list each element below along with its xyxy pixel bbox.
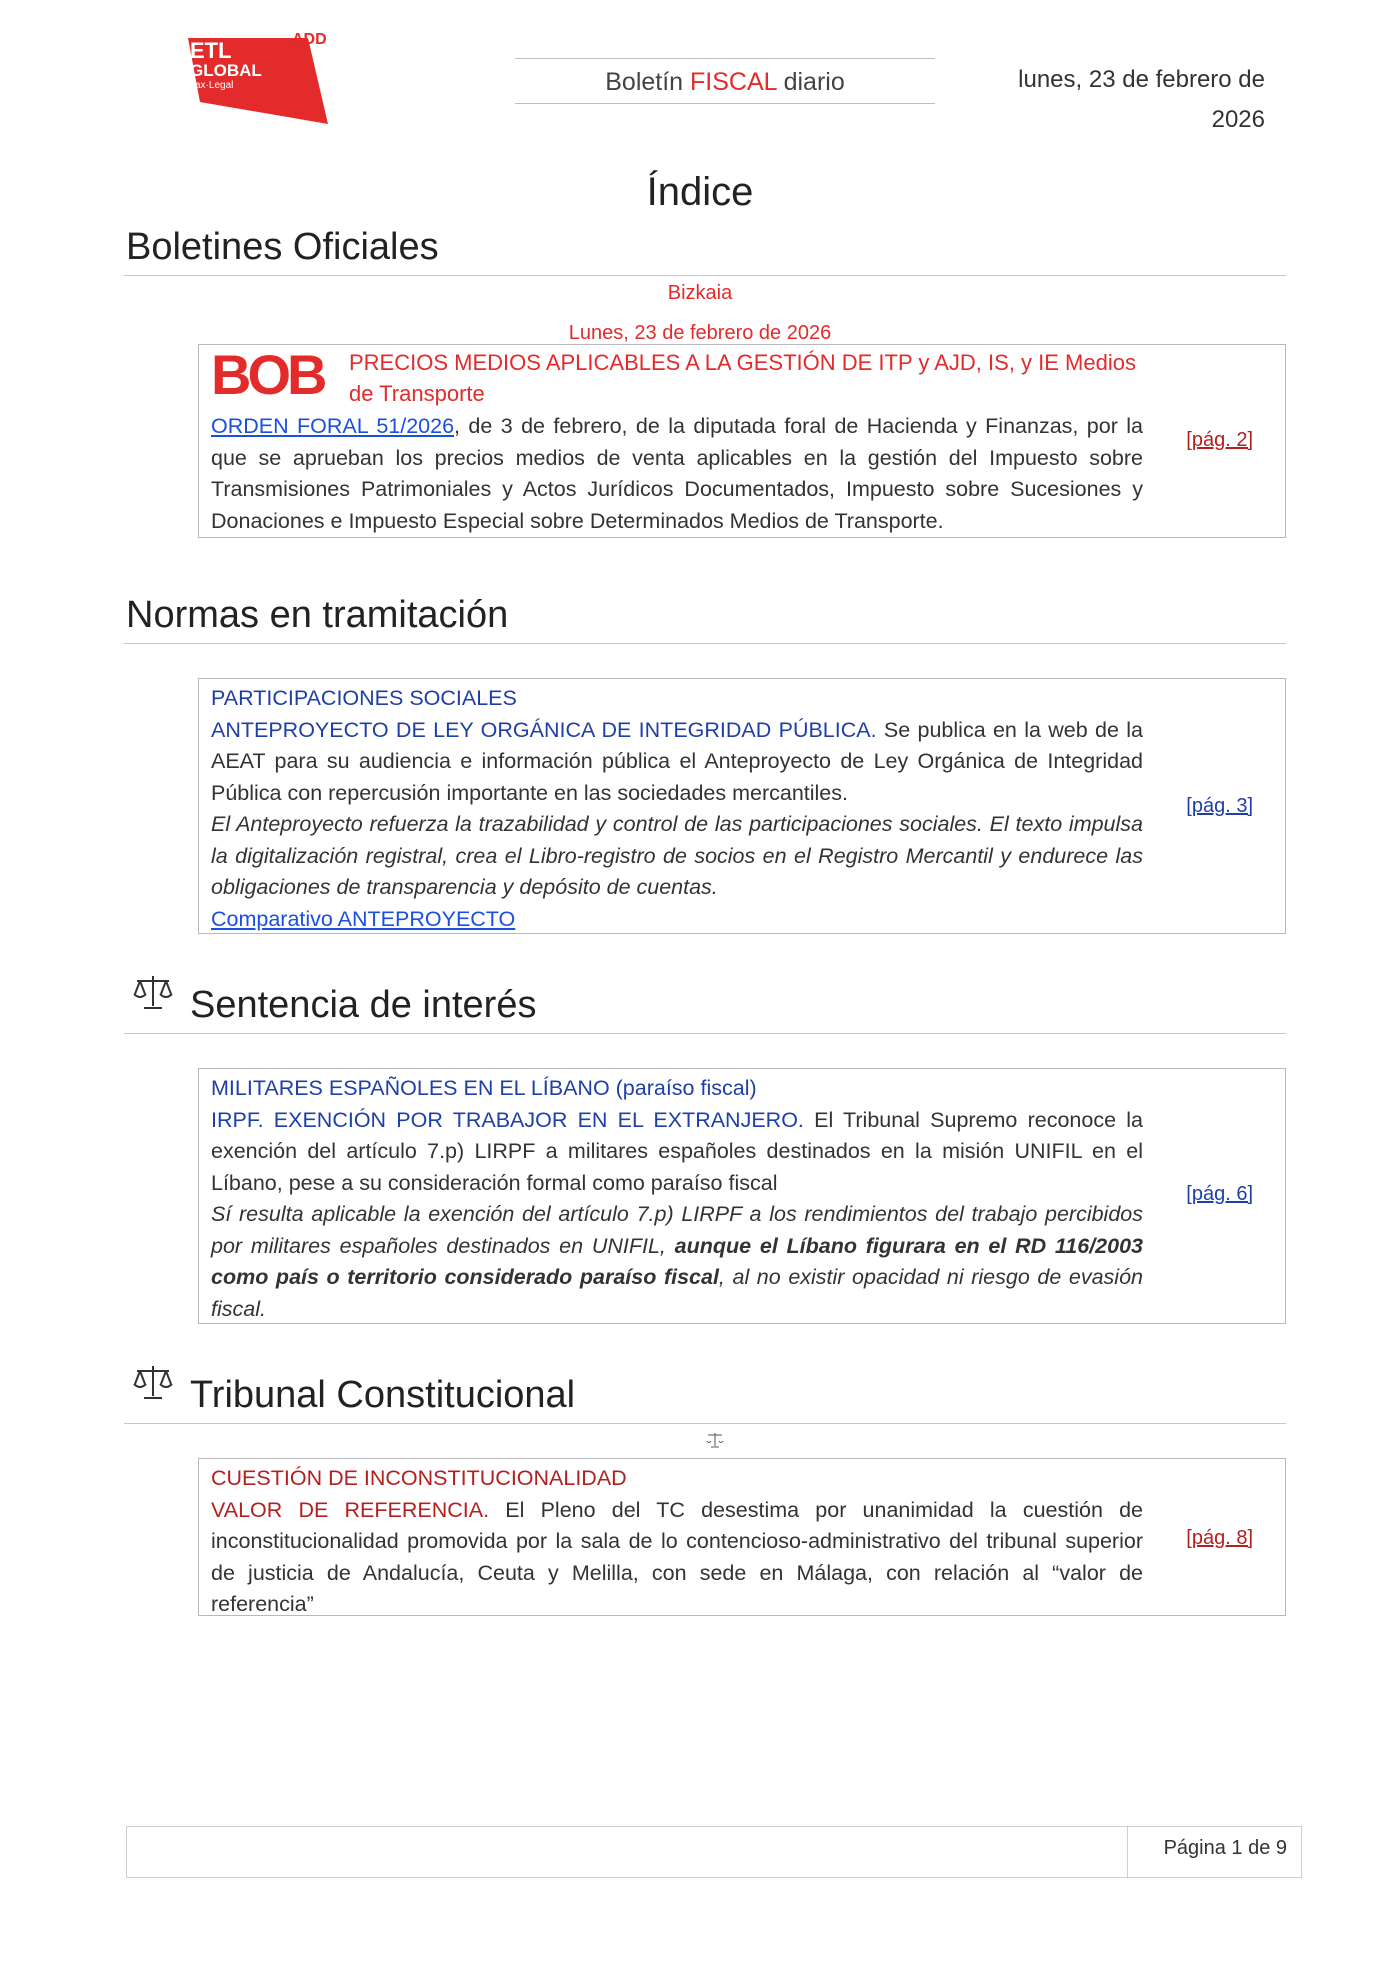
page-footer [126, 1826, 1302, 1878]
logo-badge: ADD [292, 31, 327, 48]
bob-logo: BOB [211, 343, 324, 406]
logo-brand-mid: GLOBAL [190, 61, 262, 80]
logo-brand-bottom: Tax·Legal [190, 80, 234, 91]
small-scales-icon [706, 1432, 724, 1448]
entry-body-text: Se publica en la web de la AEAT para su audiencia e información pública el Anteproyecto de Ley Orgánica de Integridad Pública con repercusión importante en las sociedades mercantiles. [211, 717, 1143, 805]
entry-italic-bold: aunque el Líbano figurara en el RD 116/2003 como país o territorio considerado paraíso fiscal [211, 1233, 1143, 1289]
section-title-sentencia: Sentencia de interés [190, 984, 537, 1026]
index-title: Índice [646, 170, 754, 214]
entry-headline: IRPF. EXENCIÓN POR TRABAJOR EN EL EXTRANJERO. [211, 1107, 804, 1132]
page-ref-link[interactable]: [pág. 8] [1186, 1527, 1253, 1549]
entry-category: CUESTIÓN DE INCONSTITUCIONALIDAD [211, 1466, 627, 1490]
comparativo-link[interactable]: Comparativo ANTEPROYECTO [211, 906, 516, 931]
section-title-normas: Normas en tramitación [126, 594, 509, 636]
entry-body [211, 411, 1143, 537]
entry-headline: PRECIOS MEDIOS APLICABLES A LA GESTIÓN DE ITP y AJD, IS, y IE Medios de Transporte [349, 350, 1136, 406]
entry-italic-part-2: , al no existir opacidad ni riesgo de evasión fiscal. [211, 1265, 1143, 1321]
orden-foral-link[interactable]: ORDEN FORAL 51/2026 [211, 414, 455, 438]
entry-body [211, 683, 1143, 935]
section-divider [124, 1423, 1286, 1424]
bulletin-title [515, 58, 935, 104]
entry-category: PARTICIPACIONES SOCIALES [211, 686, 517, 710]
entry-box-normas [198, 678, 1286, 934]
section-divider [124, 643, 1286, 644]
entry-italic-part-1: Sí resulta aplicable la exención del artículo 7.p) LIRPF a los rendimientos del trabajo percibidos por militares españoles destinados en UNIFIL, [211, 1202, 1143, 1258]
section-divider [124, 1033, 1286, 1034]
logo-brand-top: ETL [190, 38, 232, 63]
scales-icon [132, 972, 174, 1017]
entry-body [211, 1073, 1143, 1325]
region-date: Lunes, 23 de febrero de 2026 [568, 322, 832, 344]
entry-body-text: El Pleno del TC desestima por unanimidad la cuestión de inconstitucionalidad promovida por la sala de lo contencioso-administrativo del tribunal superior de justicia de Andalucía, Ceuta y Melilla, con sede en Málaga, con relación al “valor de referencia” [211, 1497, 1143, 1616]
entry-category: MILITARES ESPAÑOLES EN EL LÍBANO (paraíso fiscal) [211, 1076, 757, 1100]
entry-body-text: , de 3 de febrero, de la diputada foral de Hacienda y Finanzas, por la que se aprueban los precios medios de venta aplicables en la gestión del Impuesto sobre Transmisiones Patrimoniales y Actos Jurídicos Documentados, Impuesto sobre Sucesiones y Donaciones e Impuesto Especial sobre Determinados Medios de Transporte. [211, 414, 1143, 533]
entry-headline: VALOR DE REFERENCIA. [211, 1497, 490, 1522]
entry-italic-text: El Anteproyecto refuerza la trazabilidad y control de las participaciones sociales. El texto impulsa la digitalización registral, crea el Libro-registro de socios en el Registro Mercantil y endurece las obligaciones de transparencia y depósito de cuentas. [211, 812, 1143, 899]
entry-box-boletin [198, 344, 1286, 538]
entry-box-sentencia [198, 1068, 1286, 1324]
entry-box-tribunal [198, 1458, 1286, 1616]
section-title-boletines: Boletines Oficiales [126, 226, 439, 268]
entry-italic-text [211, 1199, 1143, 1325]
page-ref-link[interactable]: [pág. 6] [1186, 1183, 1253, 1205]
entry-body-text: El Tribunal Supremo reconoce la exención del artículo 7.p) LIRPF a militares españoles destinados en la misión UNIFIL en el Líbano, pese a su consideración formal como paraíso fiscal [211, 1107, 1143, 1195]
section-divider [124, 275, 1286, 276]
entry-headline: ANTEPROYECTO DE LEY ORGÁNICA DE INTEGRIDAD PÚBLICA. [211, 717, 877, 742]
page-ref-link[interactable]: [pág. 3] [1186, 795, 1253, 817]
page-ref-link[interactable]: [pág. 2] [1186, 429, 1253, 451]
page-number: Página 1 de 9 [1163, 1837, 1287, 1859]
entry-body [211, 1463, 1143, 1621]
footer-divider [1127, 1827, 1128, 1877]
bulletin-title-post: diario [776, 68, 845, 96]
bulletin-title-accent: FISCAL [690, 68, 777, 96]
scales-icon [132, 1362, 174, 1407]
etl-global-logo [178, 30, 330, 124]
region-label: Bizkaia [667, 282, 733, 304]
section-title-tribunal: Tribunal Constitucional [190, 1374, 576, 1416]
bulletin-date: lunes, 23 de febrero de 2026 [1018, 66, 1265, 133]
bulletin-title-pre: Boletín [605, 68, 691, 96]
